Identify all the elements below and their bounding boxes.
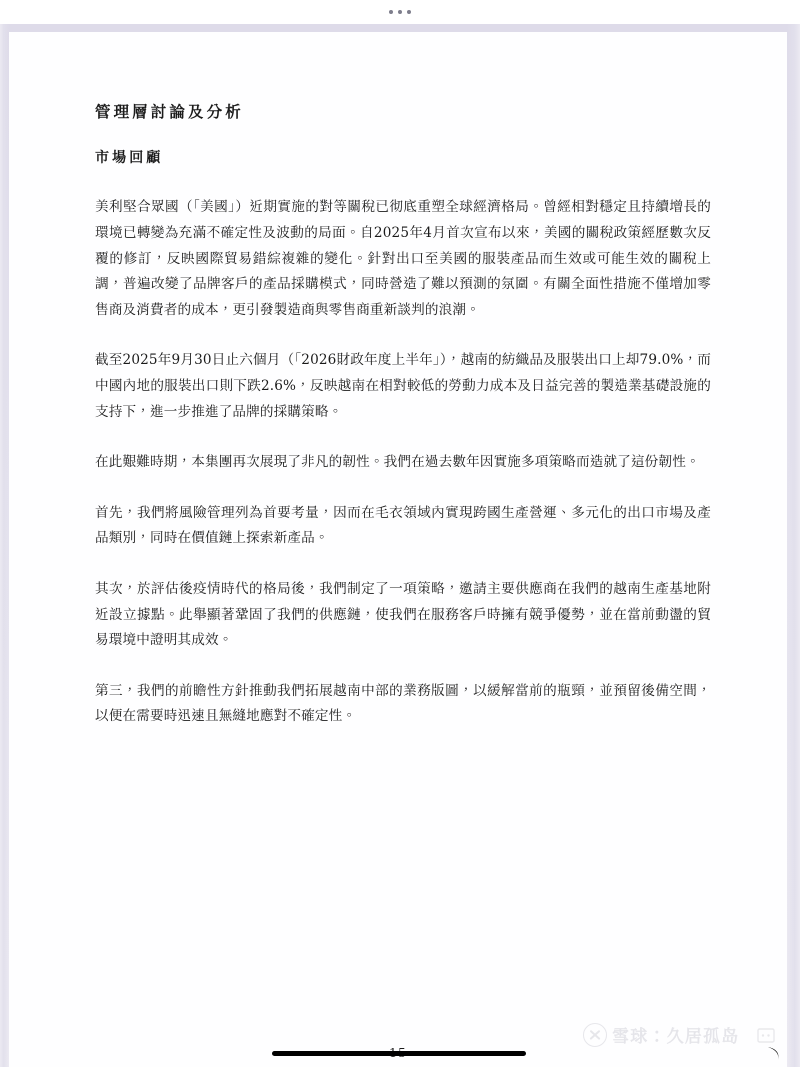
paragraph: 首先，我們將風險管理列為首要考量，因而在毛衣領域內實現跨國生產營運、多元化的出口市場及產品類別，同時在價值鏈上探索新產品。 xyxy=(95,504,711,547)
page-title: 管理層討論及分析 xyxy=(95,104,244,121)
more-options-button[interactable] xyxy=(381,6,419,18)
top-chrome-bar xyxy=(0,0,800,24)
ellipsis-dot-icon xyxy=(407,10,411,14)
document-page-inner xyxy=(9,32,787,1067)
home-indicator-bar[interactable] xyxy=(272,1051,526,1056)
watermark-label: 雪球：久居孤岛 xyxy=(612,1027,740,1046)
paragraph: 在此艱難時期，本集團再次展現了非凡的韌性。我們在過去數年因實施多項策略而造就了這份韌性。 xyxy=(95,454,700,471)
right-edge-shadow xyxy=(787,24,800,1067)
paragraph: 截至2025年9月30日止六個月（「2026財政年度上半年」），越南的紡織品及服裝出口上却79.0%，而中國內地的服裝出口則下跌2.6%，反映越南在相對較低的勞動力成本及日益完善的製造業基礎設施的支持下，進一步推進了品牌的採購策略。 xyxy=(95,352,711,420)
ellipsis-dot-icon xyxy=(398,10,402,14)
document-text-body xyxy=(95,104,711,730)
ellipsis-dot-icon xyxy=(389,10,393,14)
left-edge-shadow xyxy=(0,24,9,1067)
section-heading-market-review: 市場回顧 xyxy=(95,148,164,165)
paragraph: 第三，我們的前瞻性方針推動我們拓展越南中部的業務版圖，以緩解當前的瓶頸，並預留後備空間，以便在需要時迅速且無縫地應對不確定性。 xyxy=(95,682,711,725)
paragraph: 美利堅合眾國（「美國」）近期實施的對等關稅已彻底重塑全球經濟格局。曾經相對穩定且持續增長的環境已轉變為充滿不確定性及波動的局面。自2025年4月首次宣布以來，美國的關稅政策經歷數次反覆的修訂，反映國際貿易錯綜複雜的變化。針對出口至美國的服裝產品而生效或可能生效的關稅上調，普遍改變了品牌客戶的產品採購模式，同時營造了難以預測的氛圍。有關全面性措施不僅增加零售商及消費者的成本，更引發製造商與零售商重新談判的浪潮。 xyxy=(95,199,711,318)
document-page[interactable] xyxy=(9,32,787,1067)
paragraph: 其次，於評估後疫情時代的格局後，我們制定了一項策略，邀請主要供應商在我們的越南生產基地附近設立據點。此舉顯著鞏固了我們的供應鏈，使我們在服務客戶時擁有競爭優勢，並在當前動盪的貿易環境中證明其成效。 xyxy=(95,580,711,649)
